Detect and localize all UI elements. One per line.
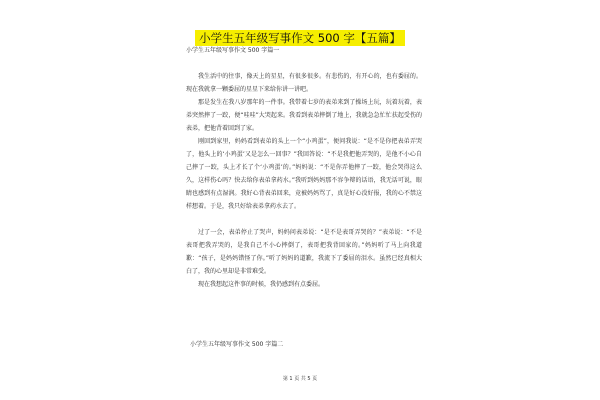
paragraph-gap <box>186 213 422 226</box>
paragraph: 过了一会，表弟停止了哭声，妈妈问表弟说：“是不是表哥弄哭的？”表弟说：“不是表哥把我弄哭的，是我自己不小心摔倒了，表哥把我背回家的。”妈妈听了马上向我道歉：“孩子，是妈妈错怪了你。”听了妈妈的道歉，我流下了委屈的泪水。虽然已经真相大白了，我的心里却是非常难受。 <box>186 229 422 275</box>
page-footer: 第 1 页 共 5 页 <box>282 376 318 382</box>
section-2-title: 小学生五年级写事作文 500 字篇二 <box>190 341 284 348</box>
paragraph: 现在我想起这件事的时候，我仍感到有点委屈。 <box>198 281 325 288</box>
section-1-title: 小学生五年级写事作文 500 字篇一 <box>186 47 280 54</box>
paragraph: 刚回到家里，妈妈看到表弟的头上一个“小鸡蛋”，便问我说：“是不是你把表弟弄哭了，他头上的‘小鸡蛋’又是怎么一回事？”我回答说：“不是我把他弄哭的，是他不小心自己摔了一跤，头上才长了个‘小鸡蛋’的。”妈妈说：“不是你弄他摔了一跤，他会哭得这么久，这样伤心吗？快去给你表弟拿药水。”我听到妈妈那不容争辩的话语，我无话可说，眼睛也感到有点湿润。我好心背表弟回来，竟被妈妈骂了，真是好心没好报，我的心不禁这样想着。于是，我只好给表弟拿药水去了。 <box>186 138 422 210</box>
paragraph: 我生活中的往事，像天上的星星，有很多很多。有悲伤的，有开心的，也有委屈的。现在我就拿一颗委屈的星星下来给你讲一讲吧。 <box>186 73 422 93</box>
paragraph: 那是发生在我八岁那年的一件事。我带着七岁的表弟来到了操场上玩，玩着玩着，表弟突然摔了一跤，便“哇哇”大哭起来。我看到表弟摔倒了地上，我就急急忙忙扶起受伤的表弟，把他背着回到了家。 <box>186 99 422 132</box>
title-wrapper <box>0 27 600 46</box>
document-body <box>186 70 422 291</box>
document-title: 小学生五年级写事作文 500 字【五篇】 <box>195 30 405 46</box>
